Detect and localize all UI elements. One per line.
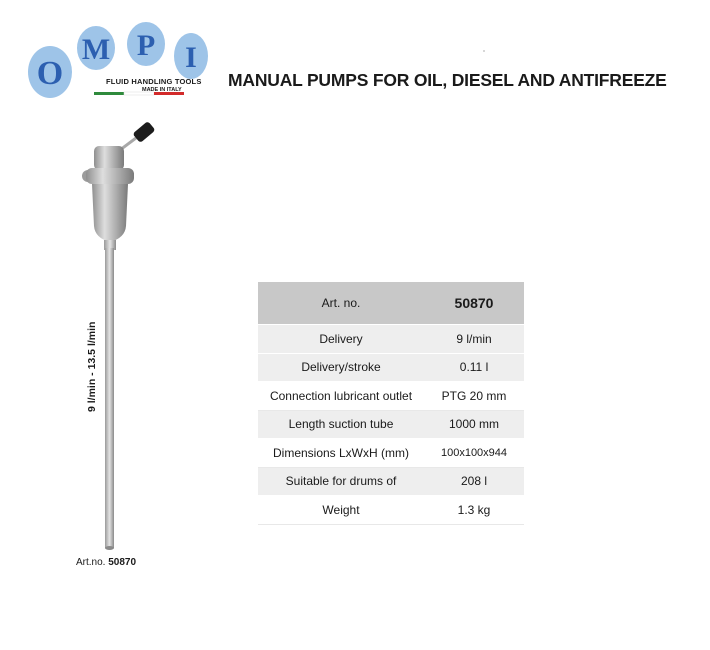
logo-letter-i: I — [185, 41, 197, 74]
spec-row — [258, 439, 524, 468]
hand-pump-icon — [70, 118, 160, 558]
decorative-dot — [483, 50, 485, 52]
spec-value: 1000 mm — [448, 417, 500, 432]
spec-label: Suitable for drums of — [285, 474, 397, 489]
spec-value: 1.3 kg — [457, 502, 491, 517]
flow-rate-label: 9 l/min - 13.5 l/min — [86, 321, 98, 412]
spec-value: 9 l/min — [456, 331, 492, 346]
logo-letter-p: P — [136, 29, 156, 62]
spec-value: PTG 20 mm — [441, 388, 507, 403]
spec-row — [258, 382, 524, 411]
spec-value: 100x100x944 — [440, 446, 508, 459]
brand-logo — [24, 14, 214, 114]
spec-label: Delivery — [319, 331, 363, 346]
spec-label: Length suction tube — [288, 417, 394, 432]
spec-label: Delivery/stroke — [301, 360, 381, 375]
logo-letter-o: O — [36, 55, 64, 92]
spec-value: 0.11 l — [459, 360, 489, 375]
spec-header-label: Art. no. — [321, 296, 361, 310]
spec-header-row — [258, 282, 524, 325]
article-caption-prefix: Art.no. — [76, 557, 106, 568]
spec-table — [258, 282, 524, 525]
spec-label: Dimensions LxWxH (mm) — [272, 445, 409, 460]
spec-label: Connection lubricant outlet — [269, 388, 413, 403]
logo-letter-m: M — [81, 33, 111, 66]
spec-row — [258, 468, 524, 497]
spec-label: Weight — [322, 502, 360, 517]
spec-row — [258, 496, 524, 525]
spec-header-value: 50870 — [454, 295, 494, 311]
spec-row — [258, 325, 524, 354]
page-title: MANUAL PUMPS FOR OIL, DIESEL AND ANTIFREEZE — [228, 70, 667, 90]
article-caption-number: 50870 — [108, 557, 137, 568]
spec-row — [258, 411, 524, 440]
article-caption — [76, 557, 136, 568]
spec-value: 208 l — [460, 474, 488, 489]
brand-made-in-italy: MADE IN ITALY — [142, 87, 182, 93]
brand-tagline: FLUID HANDLING TOOLS — [106, 77, 202, 86]
spec-row — [258, 354, 524, 383]
